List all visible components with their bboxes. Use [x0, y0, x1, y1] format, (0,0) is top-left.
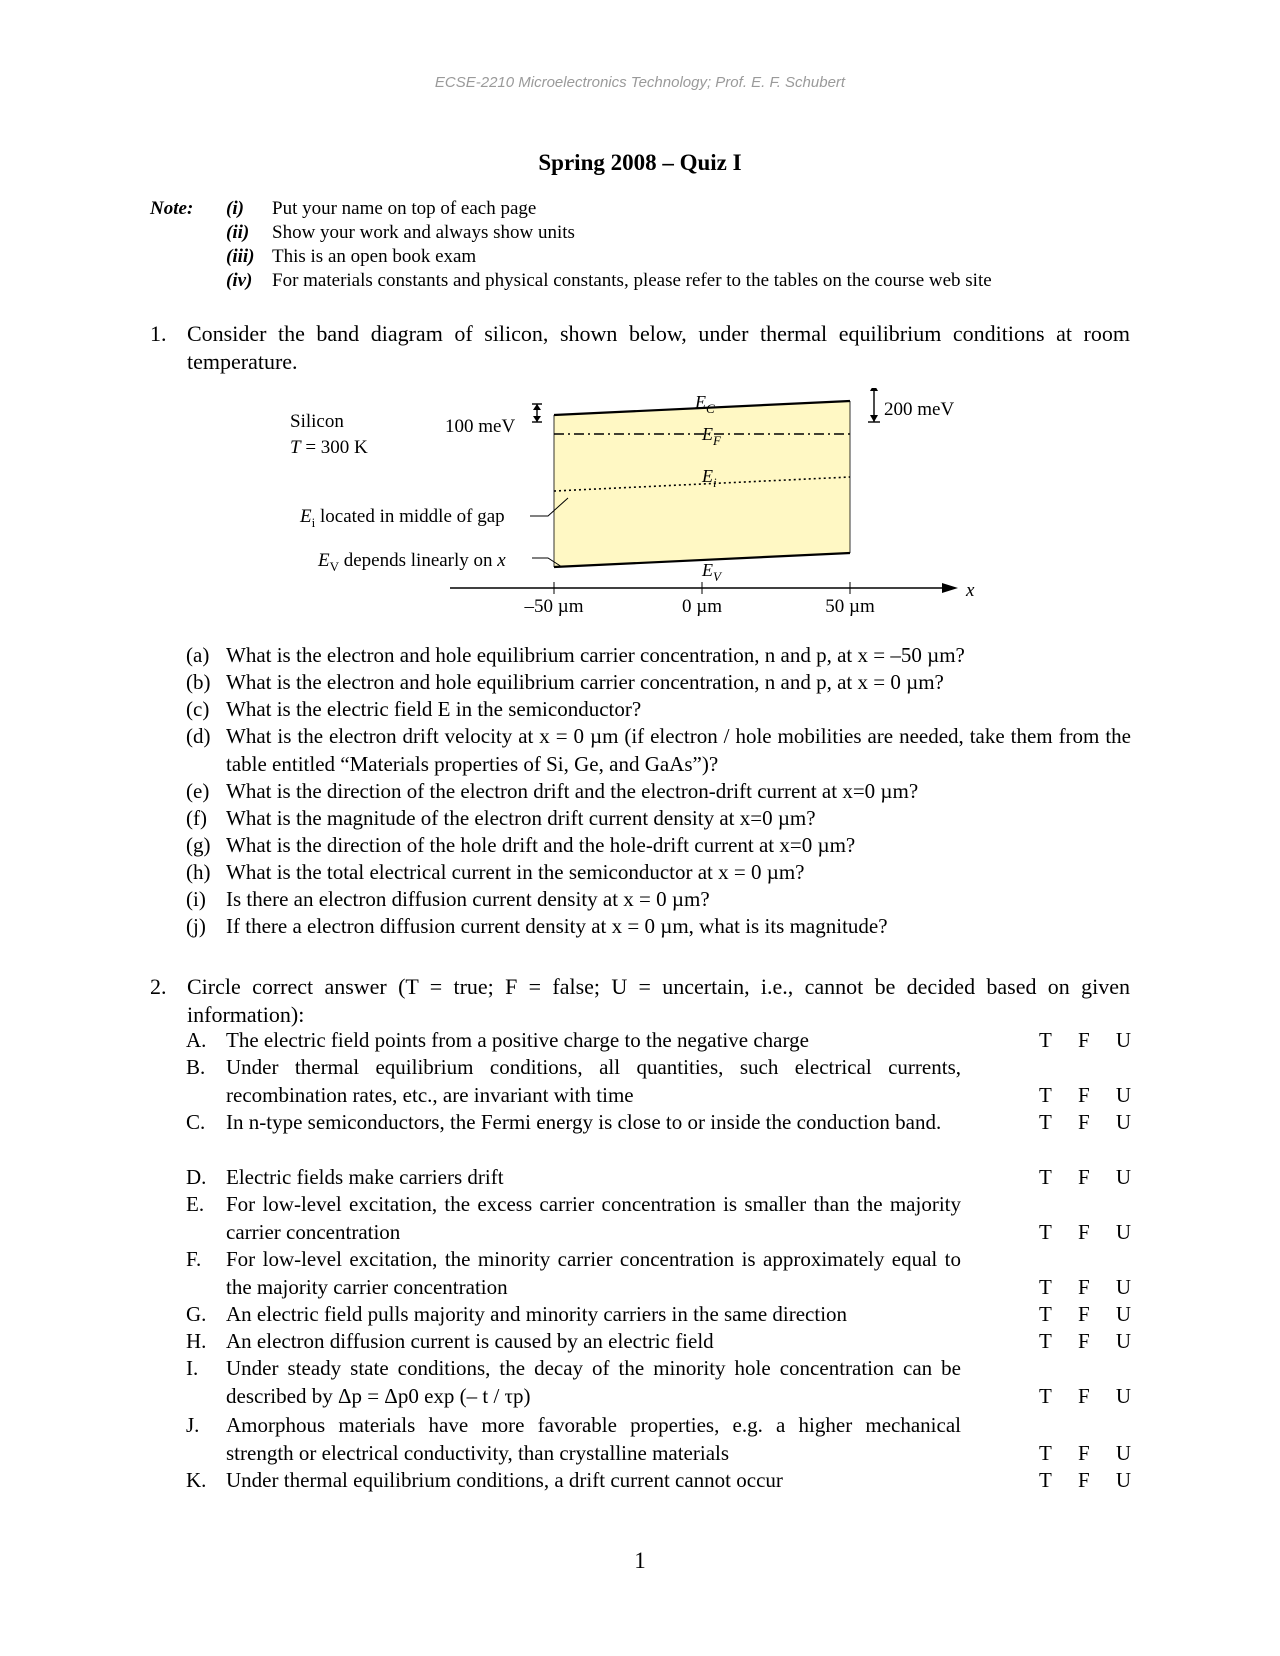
answer-u[interactable]: U [1115, 1219, 1131, 1244]
sub-question-b: (b) What is the electron and hole equilibrium carrier concentration, n and p, at x = 0 µm? [186, 670, 944, 694]
x-axis-label: x [966, 580, 975, 601]
tick-label: 50 µm [825, 596, 875, 617]
question-text: Circle correct answer (T = true; F = false; U = uncertain, i.e., cannot be decided based on given information): [187, 974, 1130, 1027]
label-200-mev: 200 meV [884, 399, 955, 420]
answer-f[interactable]: F [1077, 1302, 1090, 1326]
answer-u[interactable]: U [1115, 1468, 1131, 1492]
ev-note: $E_V$ depends linearly on x [318, 550, 506, 574]
answer-t[interactable]: T [1039, 1329, 1052, 1353]
note-item: (i) Put your name on top of each page [226, 198, 537, 219]
answer-f[interactable]: F [1077, 1219, 1090, 1244]
answer-u[interactable]: U [1115, 1329, 1131, 1353]
sub-question-j: (j) If there a electron diffusion current density at x = 0 µm, what is its magnitude? [186, 914, 888, 938]
tf-item: D. Electric fields make carriers drift T F U [186, 1164, 1131, 1192]
answer-f[interactable]: F [1077, 1082, 1090, 1107]
answer-f[interactable]: F [1077, 1028, 1090, 1052]
question-number: 1. [150, 321, 167, 346]
answer-u[interactable]: U [1115, 1082, 1131, 1107]
question-2 [150, 973, 1130, 1029]
sub-question-i: (i) Is there an electron diffusion current density at x = 0 µm? [186, 887, 710, 911]
answer-t[interactable]: T [1039, 1274, 1052, 1299]
page-header: ECSE-2210 Microelectronics Technology; Prof. E. F. Schubert [434, 74, 846, 91]
answer-f[interactable]: F [1077, 1468, 1090, 1492]
answer-f[interactable]: F [1077, 1110, 1090, 1134]
answer-u[interactable]: U [1115, 1440, 1131, 1465]
temperature-label: T = 300 K [290, 437, 368, 458]
tf-item: E. For low-level excitation, the excess carrier concentration is smaller than the majority carrier concentration T F U [186, 1191, 1131, 1246]
ei-label: $E_i$ [702, 466, 717, 490]
sub-question-g: (g) What is the direction of the hole drift and the hole-drift current at x=0 µm? [186, 833, 856, 857]
ei-note: $E_i$ located in middle of gap [300, 506, 505, 530]
sub-question-c: (c) What is the electric field E in the semiconductor? [186, 697, 642, 721]
answer-u[interactable]: U [1115, 1302, 1131, 1326]
answer-t[interactable]: T [1039, 1028, 1052, 1052]
answer-f[interactable]: F [1077, 1383, 1090, 1408]
tf-item: C. In n-type semiconductors, the Fermi energy is close to or inside the conduction band. T F U [186, 1109, 1131, 1137]
ef-label: $E_F$ [702, 424, 721, 448]
sub-question-a: (a) What is the electron and hole equilibrium carrier concentration, n and p, at x = –50 µm? [186, 643, 965, 667]
question-1 [150, 320, 1130, 376]
tf-item: J. Amorphous materials have more favorable properties, e.g. a higher mechanical strength or electrical conductivity, than crystalline materials T F U [186, 1412, 1131, 1467]
answer-u[interactable]: U [1115, 1383, 1131, 1408]
material-label: Silicon [290, 411, 344, 432]
sub-question-h: (h) What is the total electrical current in the semiconductor at x = 0 µm? [186, 860, 805, 884]
note-item: (iii) This is an open book exam [226, 246, 477, 267]
sub-question-f: (f) What is the magnitude of the electron drift current density at x=0 µm? [186, 806, 816, 830]
tf-item: A. The electric field points from a positive charge to the negative charge T F U [186, 1027, 1131, 1055]
page-title: Spring 2008 – Quiz I [538, 150, 742, 175]
answer-t[interactable]: T [1039, 1302, 1052, 1326]
ev-label: $E_V$ [702, 560, 721, 584]
label-100-mev: 100 meV [445, 416, 516, 437]
answer-u[interactable]: U [1115, 1274, 1131, 1299]
answer-f[interactable]: F [1077, 1165, 1090, 1189]
tf-item: B. Under thermal equilibrium conditions, all quantities, such electrical currents, recombination rates, etc., are invariant with time T F U [186, 1054, 1131, 1109]
note-item: (iv) For materials constants and physical constants, please refer to the tables on the course web site [226, 270, 992, 291]
sub-question-d: (d) What is the electron drift velocity at x = 0 µm (if electron / hole mobilities are needed, take them from the table entitled “Materials properties of Si, Ge, and GaAs”)? [186, 724, 1131, 776]
answer-u[interactable]: U [1115, 1028, 1131, 1052]
answer-u[interactable]: U [1115, 1165, 1131, 1189]
answer-t[interactable]: T [1039, 1440, 1052, 1465]
tf-item: G. An electric field pulls majority and minority carriers in the same direction T F U [186, 1301, 1131, 1329]
answer-t[interactable]: T [1039, 1383, 1052, 1408]
sub-question-e: (e) What is the direction of the electron drift and the electron-drift current at x=0 µm? [186, 779, 919, 803]
answer-f[interactable]: F [1077, 1274, 1090, 1299]
answer-t[interactable]: T [1039, 1219, 1052, 1244]
ec-label: $E_C$ [695, 392, 715, 416]
answer-t[interactable]: T [1039, 1468, 1052, 1492]
tick-label: 0 µm [682, 596, 722, 617]
question-text: Consider the band diagram of silicon, shown below, under thermal equilibrium conditions at room temperature. [187, 321, 1130, 374]
answer-t[interactable]: T [1039, 1082, 1052, 1107]
band-diagram [290, 388, 1010, 618]
note-item: (ii) Show your work and always show units [226, 222, 575, 243]
answer-f[interactable]: F [1077, 1329, 1090, 1353]
answer-t[interactable]: T [1039, 1110, 1052, 1134]
tick-label: –50 µm [524, 596, 584, 617]
answer-t[interactable]: T [1039, 1165, 1052, 1189]
question-number: 2. [150, 974, 167, 999]
note-label: Note: [150, 198, 194, 219]
tf-item: H. An electron diffusion current is caused by an electric field T F U [186, 1328, 1131, 1356]
answer-u[interactable]: U [1115, 1110, 1131, 1134]
tf-item: I. Under steady state conditions, the decay of the minority hole concentration can be described by Δp = Δp0 exp (– t / τp) T F U [186, 1355, 1131, 1410]
answer-f[interactable]: F [1077, 1440, 1090, 1465]
page-number: 1 [634, 1548, 646, 1573]
tf-item: F. For low-level excitation, the minority carrier concentration is approximately equal to the majority carrier concentration T F U [186, 1246, 1131, 1301]
tf-item: K. Under thermal equilibrium conditions, a drift current cannot occur T F U [186, 1467, 1131, 1495]
